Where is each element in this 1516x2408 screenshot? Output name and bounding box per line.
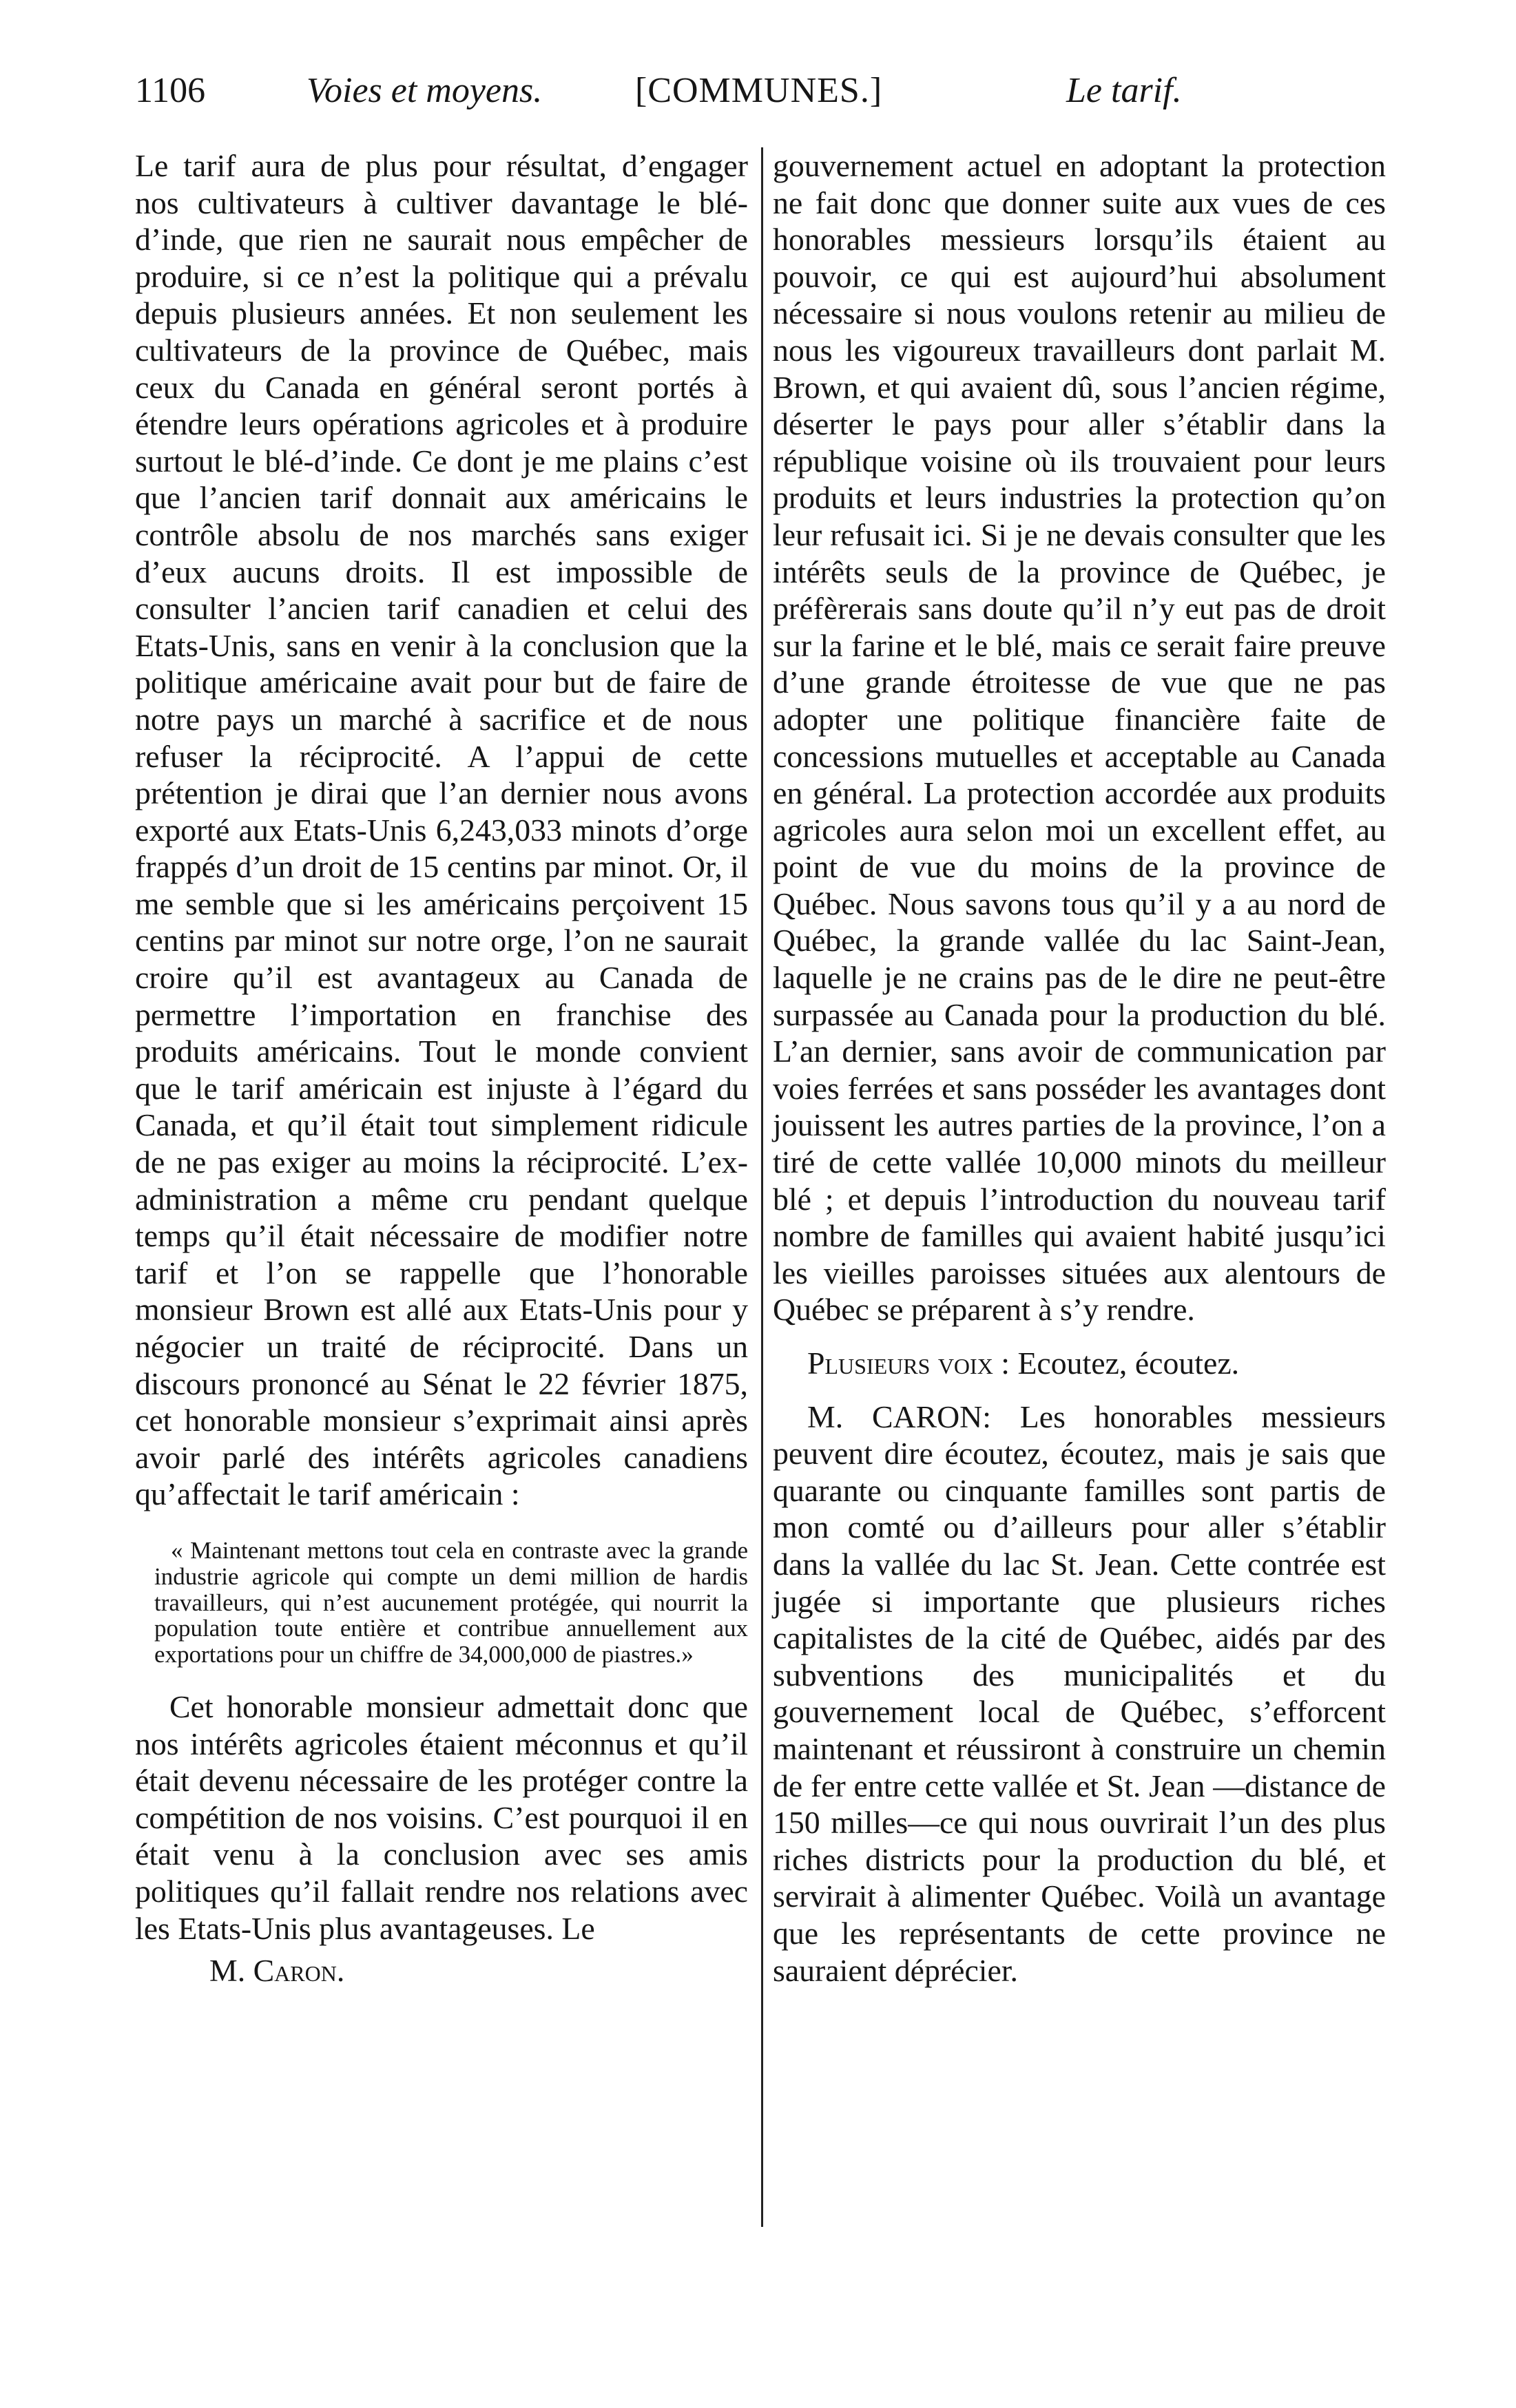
signature: M. Caron. <box>209 1953 345 1989</box>
paragraph: gouvernement actuel en adoptant la protection ne fait donc que donner suite aux vues de ces honorables messieurs lorsqu’ils étaient au pouvoir, ce qui est aujourd’hui absolument nécessaire si nous voulons retenir au milieu de nous les vigoureux travailleurs dont parlait M. Brown, et qui avaient dû, sous l’ancien régime, déserter le pays pour aller s’établir dans la république voisine où ils trouvaient pour leurs produits et leurs industries la protection qu’on leur refusait ici. Si je ne devais consulter que les intérêts seuls de la province de Québec, je préfèrerais sans doute qu’il n’y eut pas de droit sur la farine et le blé, mais ce serait faire preuve d’une grande étroitesse de vue que ne pas adopter une politique financière faite de concessions mutuelles et acceptable au Canada en général. La protection accordée aux produits agricoles aura selon moi un excellent effet, au point de vue du moins de la province de Québec. Nous savons tous qu’il y a au nord de Québec, la grande vallée du lac Saint-Jean, laquelle je ne crains pas de le dire ne peut-être surpassée au Canada pour la production du blé. L’an dernier, sans avoir de communication par voies ferrées et sans posséder les avantages dont jouissent les autres parties de la province, l’on a tiré de cette vallée 10,000 minots du meilleur blé ; et depuis l’introduction du nouveau tarif nombre de familles qui avaient habité jusqu’ici les vieilles paroisses situées aux alentours de Québec se préparent à s’y rendre. <box>773 148 1386 1328</box>
interjection <box>773 1345 1386 1382</box>
speaker-name: Plusieurs voix <box>807 1346 993 1381</box>
right-column <box>773 147 1386 1989</box>
left-column <box>135 147 748 1989</box>
speaker-name: M. CARON <box>807 1399 983 1434</box>
page-header <box>0 63 1516 118</box>
page-number: 1106 <box>135 71 206 110</box>
speech-text: : Ecoutez, écoutez. <box>1001 1346 1240 1381</box>
column-divider <box>761 147 763 2227</box>
speech <box>773 1399 1386 1989</box>
block-quote: « Maintenant mettons tout cela en contraste avec la grande industrie agricole qui compte un demi million de hardis travailleurs, qui n’est aucunement protégée, qui nourrit la population toute entière et contribue annuellement aux exportations pour un chiffre de 34,000,000 de piastres.» <box>154 1536 748 1668</box>
paragraph: Le tarif aura de plus pour résultat, d’engager nos cultivateurs à cultiver davantage le blé-d’inde, que rien ne saurait nous empêcher de produire, si ce n’est la politique qui a prévalu depuis plusieurs années. Et non seulement les cultivateurs de la province de Québec, mais ceux du Canada en général seront portés à étendre leurs opérations agricoles et à produire surtout le blé-d’inde. Ce dont je me plains c’est que l’ancien tarif donnait aux américains le contrôle absolu de nos marchés sans exiger d’eux aucuns droits. Il est impossible de consulter l’ancien tarif canadien et celui des Etats-Unis, sans en venir à la conclusion que la politique américaine avait pour but de faire de notre pays un marché à sacrifice et de nous refuser la réciprocité. A l’appui de cette prétention je dirai que l’an dernier nous avons exporté aux Etats-Unis 6,243,033 minots d’orge frappés d’un droit de 15 centins par minot. Or, il me semble que si les américains perçoivent 15 centins par minot sur notre orge, l’on ne saurait croire qu’il est avantageux au Canada de permettre l’importation en franchise des produits américains. Tout le monde convient que le tarif américain est injuste à l’égard du Canada, et qu’il était tout simplement ridicule de ne pas exiger au moins la réciprocité. L’ex-administration a même cru pendant quelque temps qu’il était nécessaire de modifier notre tarif et l’on se rappelle que l’honorable monsieur Brown est allé aux Etats-Unis pour y négocier un traité de réciprocité. Dans un discours prononcé au Sénat le 22 février 1875, cet honorable monsieur s’exprimait ainsi après avoir parlé des intérêts agricoles canadiens qu’affectait le tarif américain : <box>135 148 748 1512</box>
running-title-left: Voies et moyens. <box>307 71 543 110</box>
running-title-center: [COMMUNES.] <box>635 71 883 110</box>
running-title-right: Le tarif. <box>1066 71 1182 110</box>
paragraph: Cet honorable monsieur admettait donc que nos intérêts agricoles étaient méconnus et qu’il était devenu nécessaire de les protéger contre la compétition de nos voisins. C’est pourquoi il en était venu à la conclusion avec ses amis politiques qu’il fallait rendre nos relations avec les Etats-Unis plus avantageuses. Le <box>135 1688 748 1946</box>
speech-text: : Les honorables messieurs peuvent dire écoutez, écoutez, mais je sais que quarante ou cinquante familles sont partis de mon comté ou d’ailleurs pour aller s’établir dans la vallée du lac St. Jean. Cette contrée est jugée si importante que plusieurs riches capitalistes de la cité de Québec, aidés par des subventions des municipalités et du gouvernement local de Québec, s’efforcent maintenant et réussiront à construire un chemin de fer entre cette vallée et St. Jean —distance de 150 milles—ce qui nous ouvrirait l’un des plus riches districts pour la production du blé, et servirait à alimenter Québec. Voilà un avantage que les représentants de cette province ne sauraient déprécier. <box>773 1399 1386 1988</box>
